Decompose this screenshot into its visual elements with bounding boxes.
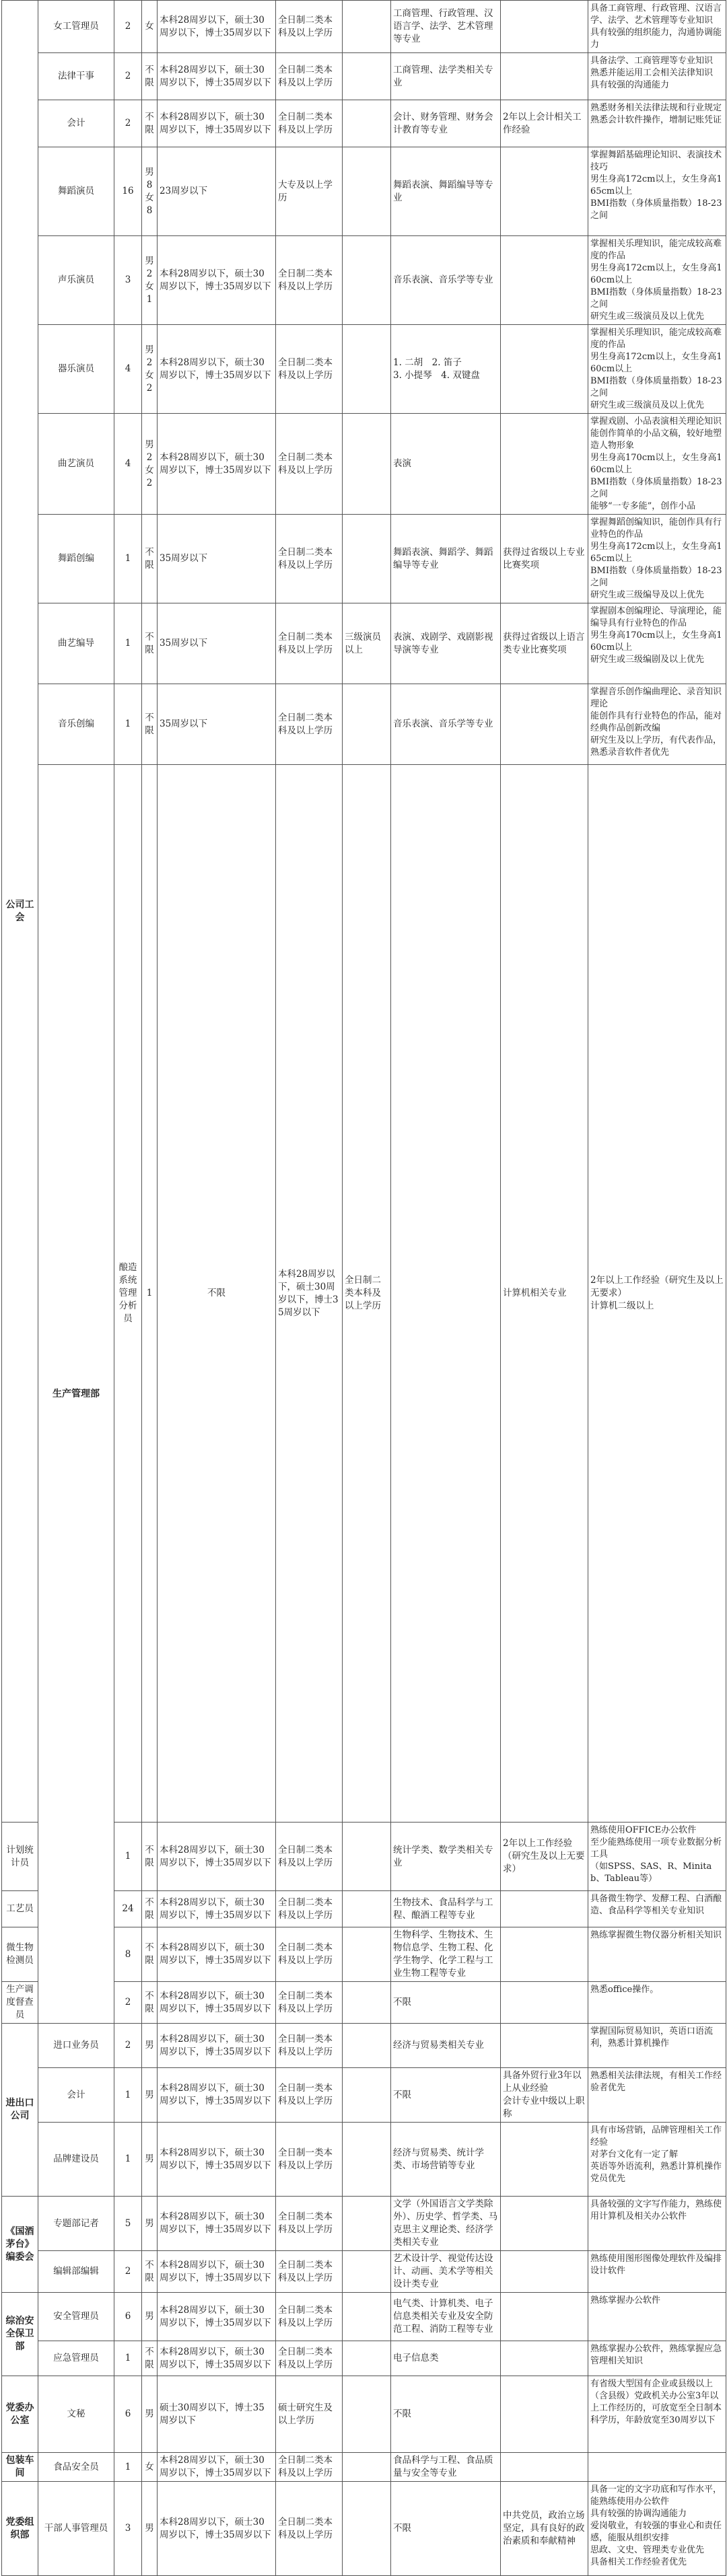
age-cell: 本科28周岁以下，硕士30周岁以下，博士35周岁以下 [158,2482,276,2576]
requirements-cell: 具备一定的文字功底和写作水平，能熟练使用办公软件 具有较强的协调沟通能力 爱岗敬业，有较强的事业心和责任感，能服从组织安排 思政、文史、管理类专业优先 具备相关工作经验者优先 [588,2482,726,2576]
table-row [2,100,726,147]
post-cell: 安全管理员 [38,2293,114,2341]
age-cell: 本科28周岁以下，硕士30周岁以下，博士35周岁以下 [158,2453,276,2482]
gender-cell: 男 [142,2024,158,2068]
education-cell: 全日制一类本科及以上学历 [276,2024,343,2068]
table-row [2,2123,726,2197]
requirements-cell: 掌握戏剧、小品表演相关理论知识 能创作简单的小品文稿，较好地塑造人物形象 男生身高170cm以上，女生身高160cm以上 BMI指数（身体质量指数）18-23之间 能够“一专多能”，创作小品 [588,414,726,515]
post-cell: 进口业务员 [38,2024,114,2068]
age-cell: 本科28周岁以下，硕士30周岁以下，博士35周岁以下 [158,1,276,53]
headcount-cell: 2 [114,1,142,53]
age-cell: 本科28周岁以下，硕士30周岁以下，博士35周岁以下 [158,1891,276,1927]
age-cell: 本科28周岁以下，硕士30周岁以下，博士35周岁以下 [158,100,276,147]
table-row [2,2376,726,2453]
headcount-cell: 1 [114,1823,142,1891]
experience-cell [501,236,588,325]
major-cell: 统计学类、数学类相关专业 [391,1823,501,1891]
post-cell: 文秘 [38,2376,114,2453]
experience-cell [501,147,588,236]
requirements-cell: 有省级大型国有企业或县级以上（含县级）党政机关办公室3年以上工作经历的，可放宽至全日制本科学历，年龄放宽至30周岁以下 [588,2376,726,2453]
gender-cell: 不限 [142,53,158,100]
age-cell: 本科28周岁以下，硕士30周岁以下，博士35周岁以下 [158,53,276,100]
education-cell: 全日制二类本科及以上学历 [276,2453,343,2482]
table-row [2,2068,726,2123]
major-cell: 音乐表演、音乐学等专业 [391,236,501,325]
title-requirement-cell [343,1982,391,2024]
experience-cell [501,1927,588,1982]
experience-cell [501,2197,588,2251]
major-cell: 表演 [391,414,501,515]
gender-cell: 男8女8 [142,147,158,236]
education-cell: 全日制二类本科及以上学历 [276,2251,343,2293]
headcount-cell: 6 [114,2293,142,2341]
post-cell: 干部人事管理员 [38,2482,114,2576]
post-cell: 酿造系统管理分析员 [114,765,142,1823]
major-cell: 电气类、计算机类、电子信息类相关专业及安全防范工程、消防工程等专业 [391,2293,501,2341]
major-cell: 艺术设计学、视觉传达设计、动画、美术学等相关设计类专业 [391,2251,501,2293]
headcount-cell: 2 [114,1982,142,2024]
post-cell: 曲艺演员 [38,414,114,515]
requirements-cell: 熟练使用图形图像处理软件及编排设计软件 [588,2251,726,2293]
gender-cell: 男2女2 [142,414,158,515]
requirements-cell: 具备工商管理、行政管理、汉语言学、法学、艺术管理等专业知识 具有较强的组织能力，沟通协调能力 [588,1,726,53]
department-cell: 党委组织部 [2,2482,38,2576]
age-cell: 本科28周岁以下，硕士30周岁以下，博士35周岁以下 [158,1823,276,1891]
major-cell: 工商管理、行政管理、汉语言学、法学、艺术管理等专业 [391,1,501,53]
requirements-cell: 掌握舞蹈基础理论知识、表演技术技巧 男生身高172cm以上，女生身高165cm以上 BMI指数（身体质量指数）18-23之间 [588,147,726,236]
table-row [2,2293,726,2341]
age-cell: 本科28周岁以下，硕士30周岁以下，博士35周岁以下 [158,325,276,414]
major-cell: 表演、戏剧学、戏剧影视导演等专业 [391,603,501,684]
major-cell: 电子信息类 [391,2341,501,2376]
table-row [2,684,726,765]
education-cell: 全日制二类本科及以上学历 [276,414,343,515]
experience-cell [501,2293,588,2341]
headcount-cell: 2 [114,2024,142,2068]
education-cell: 全日制二类本科及以上学历 [276,2197,343,2251]
headcount-cell: 2 [114,53,142,100]
major-cell: 经济与贸易类相关专业 [391,2024,501,2068]
education-cell: 全日制二类本科及以上学历 [276,100,343,147]
education-cell: 全日制二类本科及以上学历 [276,603,343,684]
gender-cell: 不限 [142,515,158,603]
education-cell: 全日制一类本科及以上学历 [276,2123,343,2197]
title-requirement-cell [343,2123,391,2197]
headcount-cell: 8 [114,1927,142,1982]
department-cell: 生产管理部 [38,765,114,2024]
department-cell: 包装车间 [2,2453,38,2482]
requirements-cell: 掌握音乐创作编曲理论、录音知识理论 能创作具有行业特色的作品，能对经典作品创新改编 研究生及以上学历，有代表作品，熟悉录音软件者优先 [588,684,726,765]
experience-cell: 2年以上工作经验（研究生及以上无要求） [501,1823,588,1891]
gender-cell: 不限 [158,765,276,1823]
education-cell: 全日制二类本科及以上学历 [343,765,391,1823]
age-cell: 本科28周岁以下，硕士30周岁以下，博士35周岁以下 [158,1927,276,1982]
experience-cell: 中共党员，政治立场坚定，具有良好的政治素质和奉献精神 [501,2482,588,2576]
age-cell: 本科28周岁以下，硕士30周岁以下，博士35周岁以下 [158,1982,276,2024]
requirements-cell: 熟练掌握办公软件，熟练掌握应急管理相关知识 [588,2341,726,2376]
age-cell: 本科28周岁以下，硕士30周岁以下，博士35周岁以下 [158,2251,276,2293]
post-cell: 舞蹈创编 [38,515,114,603]
department-cell: 《国酒茅台》编委会 [2,2197,38,2293]
requirements-cell: 具有市场营销，品牌管理相关工作经验 对茅台文化有一定了解 英语等外语流利，熟悉计算机操作 党员优先 [588,2123,726,2197]
post-cell: 舞蹈演员 [38,147,114,236]
title-requirement-cell [391,765,501,1823]
age-cell: 本科28周岁以下，硕士30周岁以下，博士35周岁以下 [158,2197,276,2251]
gender-cell: 女 [142,1,158,53]
experience-cell [501,53,588,100]
title-requirement-cell [343,2376,391,2453]
headcount-cell: 5 [114,2197,142,2251]
table-row [2,515,726,603]
major-cell: 生物科学、生物技术、生物信息学、生物工程、化学生物学、化学工程与工业生物工程等专业 [391,1927,501,1982]
requirements-cell: 掌握剧本创编理论、导演理论，能编导具有行业特色的作品 男生身高170cm以上，女生身高160cm以上 研究生或三级编剧及以上优先 [588,603,726,684]
title-requirement-cell [343,236,391,325]
title-requirement-cell [343,2453,391,2482]
post-cell: 工艺员 [2,1891,38,1927]
age-cell: 本科28周岁以下，硕士30周岁以下，博士35周岁以下 [158,2341,276,2376]
post-cell: 编辑部编辑 [38,2251,114,2293]
post-cell: 法律干事 [38,53,114,100]
title-requirement-cell [343,100,391,147]
age-cell: 本科28周岁以下，硕士30周岁以下，博士35周岁以下 [158,2293,276,2341]
headcount-cell: 16 [114,147,142,236]
gender-cell: 不限 [142,2341,158,2376]
education-cell: 硕士研究生及以上学历 [276,2376,343,2453]
education-cell: 全日制二类本科及以上学历 [276,1823,343,1891]
age-cell: 本科28周岁以下，硕士30周岁以下，博士35周岁以下 [158,236,276,325]
title-requirement-cell [343,1,391,53]
requirements-cell: 具备微生物学、发酵工程、白酒酿造、食品科学等相关专业知识 [588,1891,726,1927]
requirements-cell: 熟悉office操作。 [588,1982,726,2024]
experience-cell: 2年以上工作经验（研究生及以上无要求） 计算机二级以上 [588,765,726,1823]
major-cell: 经济与贸易类、统计学类、市场营销等专业 [391,2123,501,2197]
experience-cell: 具备外贸行业3年以上从业经验 会计专业中级以上职称 [501,2068,588,2123]
education-cell: 全日制二类本科及以上学历 [276,1982,343,2024]
major-cell: 工商管理、法学类相关专业 [391,53,501,100]
requirements-cell: 熟悉相关法律法规，有相关工作经验者优先 [588,2068,726,2123]
title-requirement-cell [343,515,391,603]
table-row [2,1,726,53]
headcount-cell: 1 [114,2453,142,2482]
age-cell: 本科28周岁以下，硕士30周岁以下，博士35周岁以下 [158,2123,276,2197]
title-requirement-cell [343,2293,391,2341]
headcount-cell: 1 [114,603,142,684]
gender-cell: 男2女2 [142,325,158,414]
headcount-cell: 1 [114,2341,142,2376]
title-requirement-cell [343,2024,391,2068]
gender-cell: 不限 [142,2251,158,2293]
title-requirement-cell [343,1823,391,1891]
post-cell: 应急管理员 [38,2341,114,2376]
age-cell: 本科28周岁以下，硕士30周岁以下，博士35周岁以下 [158,2068,276,2123]
gender-cell: 不限 [142,1927,158,1982]
requirements-cell: 掌握国际贸易知识，英语口语流利，熟悉计算机操作 [588,2024,726,2068]
headcount-cell: 4 [114,325,142,414]
education-cell: 全日制二类本科及以上学历 [276,53,343,100]
experience-cell [501,684,588,765]
education-cell: 全日制一类本科及以上学历 [276,2068,343,2123]
experience-cell [501,2123,588,2197]
requirements-cell: 具备较强的文字写作能力，熟练使用计算机及相关办公软件 [588,2197,726,2251]
gender-cell: 男2女1 [142,236,158,325]
post-cell: 女工管理员 [38,1,114,53]
post-cell: 音乐创编 [38,684,114,765]
major-cell: 生物技术、食品科学与工程、酿酒工程等专业 [391,1891,501,1927]
headcount-cell: 1 [114,684,142,765]
table-row [2,414,726,515]
table-row [2,2251,726,2293]
experience-cell: 获得过省级以上专业比赛奖项 [501,515,588,603]
major-cell: 不限 [391,2068,501,2123]
major-cell: 不限 [391,2376,501,2453]
headcount-cell: 1 [142,765,158,1823]
age-cell: 本科28周岁以下，硕士30周岁以下，博士35周岁以下 [276,765,343,1823]
table-row [2,765,726,1823]
table-row [2,53,726,100]
headcount-cell: 1 [114,2123,142,2197]
title-requirement-cell [343,325,391,414]
post-cell: 会计 [38,2068,114,2123]
headcount-cell: 2 [114,2251,142,2293]
major-cell: 文学（外国语言文学类除外）、历史学、哲学类、马克思主义理论类、经济学类相关专业 [391,2197,501,2251]
requirements-cell: 掌握相关乐理知识，能完成较高难度的作品 男生身高172cm以上，女生身高160cm以上 BMI指数（身体质量指数）18-23之间 研究生或三级演员及以上优先 [588,236,726,325]
title-requirement-cell: 三级演员以上 [343,603,391,684]
experience-cell [501,2376,588,2453]
experience-cell [501,2024,588,2068]
major-cell: 音乐表演、音乐学等专业 [391,684,501,765]
major-cell: 舞蹈表演、舞蹈学、舞蹈编导等专业 [391,515,501,603]
table-row [2,2197,726,2251]
education-cell: 全日制二类本科及以上学历 [276,1,343,53]
post-cell: 声乐演员 [38,236,114,325]
gender-cell: 不限 [142,1891,158,1927]
gender-cell: 男 [142,2123,158,2197]
experience-cell [501,414,588,515]
table-row [2,603,726,684]
major-cell: 食品科学与工程、食品质量与安全等专业 [391,2453,501,2482]
title-requirement-cell [343,2068,391,2123]
gender-cell: 女 [142,2453,158,2482]
age-cell: 硕士30周岁以下，博士35周岁以下 [158,2376,276,2453]
education-cell: 全日制二类本科及以上学历 [276,515,343,603]
title-requirement-cell [343,1891,391,1927]
major-cell: 舞蹈表演、舞蹈编导等专业 [391,147,501,236]
gender-cell: 不限 [142,684,158,765]
education-cell: 全日制二类本科及以上学历 [276,2341,343,2376]
title-requirement-cell [343,684,391,765]
title-requirement-cell [343,2482,391,2576]
age-cell: 本科28周岁以下，硕士30周岁以下，博士35周岁以下 [158,414,276,515]
major-cell: 会计、财务管理、财务会计教育等专业 [391,100,501,147]
experience-cell: 获得过省级以上语言类专业比赛奖项 [501,603,588,684]
education-cell: 全日制二类本科及以上学历 [276,2293,343,2341]
age-cell: 35周岁以下 [158,684,276,765]
education-cell: 全日制二类本科及以上学历 [276,2482,343,2576]
headcount-cell: 4 [114,414,142,515]
experience-cell [501,1891,588,1927]
post-cell: 会计 [38,100,114,147]
headcount-cell: 3 [114,2482,142,2576]
headcount-cell: 1 [114,2068,142,2123]
gender-cell: 男 [142,2293,158,2341]
headcount-cell: 2 [114,100,142,147]
gender-cell: 不限 [142,1823,158,1891]
gender-cell: 男 [142,2197,158,2251]
gender-cell: 男 [142,2376,158,2453]
age-cell: 35周岁以下 [158,515,276,603]
table-row [2,147,726,236]
major-cell: 不限 [391,1982,501,2024]
post-cell: 品牌建设员 [38,2123,114,2197]
department-cell: 党委办公室 [2,2376,38,2453]
experience-cell [501,325,588,414]
requirements-cell: 熟练掌握微生物仪器分析相关知识 [588,1927,726,1982]
gender-cell: 不限 [142,603,158,684]
headcount-cell: 24 [114,1891,142,1927]
recruitment-table [1,0,726,2576]
age-cell: 23周岁以下 [158,147,276,236]
experience-cell [501,2251,588,2293]
table-row [2,325,726,414]
post-cell: 生产调度督查员 [2,1982,38,2024]
requirements-cell [588,2453,726,2482]
gender-cell: 男 [142,2482,158,2576]
education-cell: 全日制二类本科及以上学历 [276,236,343,325]
table-row [2,2024,726,2068]
headcount-cell: 1 [114,515,142,603]
table-row [2,2482,726,2576]
education-cell: 全日制二类本科及以上学历 [276,325,343,414]
title-requirement-cell [343,414,391,515]
title-requirement-cell [343,53,391,100]
department-cell: 进出口公司 [2,2024,38,2197]
department-cell: 综治安全保卫部 [2,2293,38,2376]
experience-cell [501,2341,588,2376]
requirements-cell: 熟悉财务相关法律法规和行业规定 熟悉会计软件操作，增制记账凭证 [588,100,726,147]
post-cell: 食品安全员 [38,2453,114,2482]
experience-cell [501,1982,588,2024]
gender-cell: 不限 [142,100,158,147]
department-cell: 公司工会 [2,1,38,1823]
gender-cell: 男 [142,2068,158,2123]
title-requirement-cell [343,1927,391,1982]
table-row [2,2341,726,2376]
table-row [2,236,726,325]
post-cell: 器乐演员 [38,325,114,414]
education-cell: 全日制二类本科及以上学历 [276,1927,343,1982]
table-row [2,2453,726,2482]
age-cell: 本科28周岁以下，硕士30周岁以下，博士35周岁以下 [158,2024,276,2068]
education-cell: 全日制二类本科及以上学历 [276,1891,343,1927]
post-cell: 曲艺编导 [38,603,114,684]
requirements-cell: 熟练使用OFFICE办公软件 至少能熟练使用一项专业数据分析工具 （如SPSS、SAS、R、Minitab、Tableau等） [588,1823,726,1891]
headcount-cell: 3 [114,236,142,325]
major-cell: 1. 二胡 2. 笛子 3. 小提琴 4. 双键盘 [391,325,501,414]
major-cell: 计算机相关专业 [501,765,588,1823]
title-requirement-cell [343,2341,391,2376]
requirements-cell: 熟练掌握办公软件 [588,2293,726,2341]
major-cell: 不限 [391,2482,501,2576]
education-cell: 全日制二类本科及以上学历 [276,684,343,765]
headcount-cell: 6 [114,2376,142,2453]
experience-cell [501,1,588,53]
title-requirement-cell [343,147,391,236]
experience-cell: 2年以上会计相关工作经验 [501,100,588,147]
requirements-cell: 掌握相关乐理知识，能完成较高难度的作品 男生身高172cm以上，女生身高160cm以上 BMI指数（身体质量指数）18-23之间 研究生或三级演员及以上优先 [588,325,726,414]
experience-cell [501,2453,588,2482]
post-cell: 专题部记者 [38,2197,114,2251]
requirements-cell: 具备法学、工商管理等专业知识 熟悉并能运用工会相关法律知识 具有较强的沟通能力 [588,53,726,100]
post-cell: 微生物检测员 [2,1927,38,1982]
title-requirement-cell [343,2197,391,2251]
gender-cell: 不限 [142,1982,158,2024]
age-cell: 35周岁以下 [158,603,276,684]
title-requirement-cell [343,2251,391,2293]
requirements-cell: 掌握舞蹈创编知识，能创作具有行业特色的作品 男生身高172cm以上，女生身高165cm以上 BMI指数（身体质量指数）18-23之间 研究生或三级编导及以上优先 [588,515,726,603]
post-cell: 计划统计员 [2,1823,38,1891]
education-cell: 大专及以上学历 [276,147,343,236]
table-body [2,1,726,2576]
